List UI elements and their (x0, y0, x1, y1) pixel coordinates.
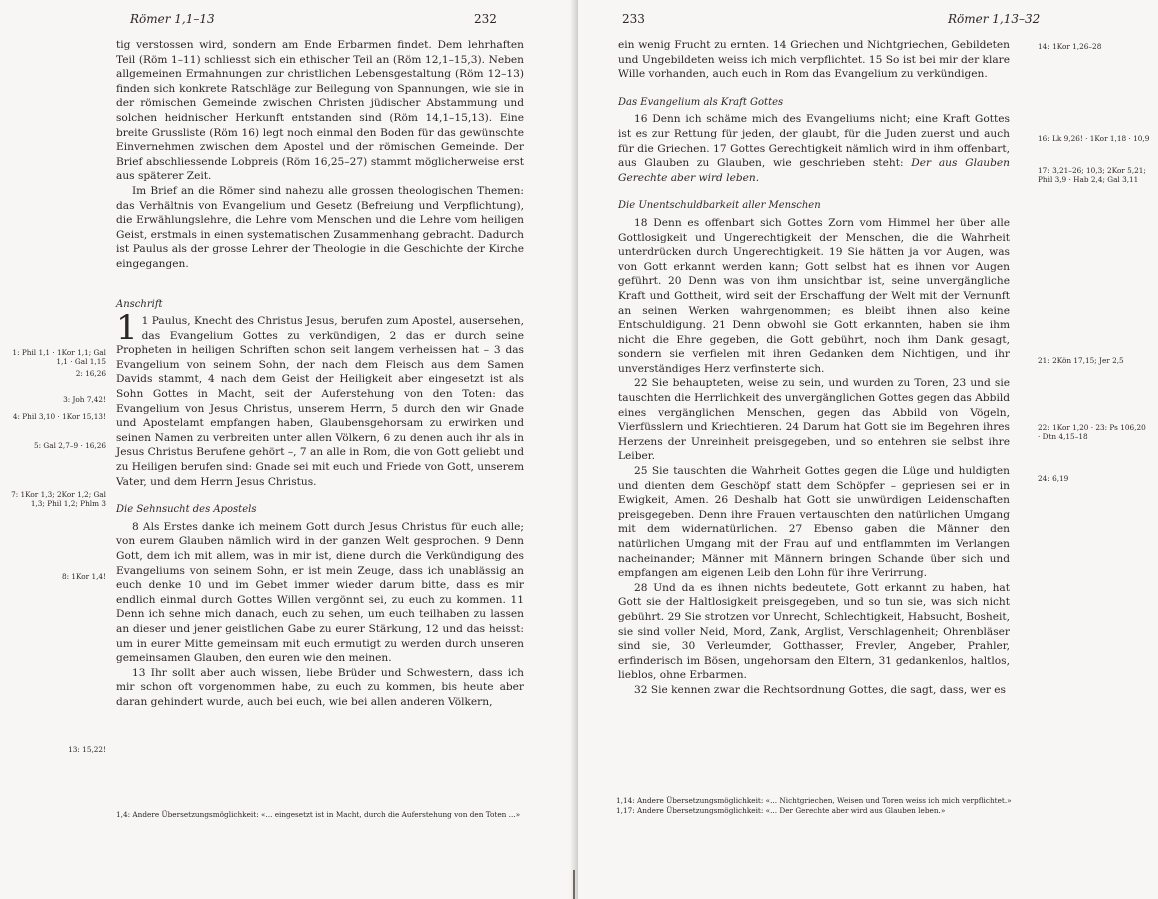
scripture-quote: Der aus Glauben Gerechte aber wird leben. (618, 157, 1010, 184)
running-head-right: Römer 1,13–32 (948, 12, 1041, 26)
unentschuldbarkeit-paragraph: 32 Sie kennen zwar die Rechtsordnung Gottes, die sagt, dass, wer es (634, 683, 1006, 696)
footnote: 1,17: Andere Übersetzungsmöglichkeit: «... Der Gerechte aber wird aus Glauben leben.» (616, 805, 946, 815)
unentschuldbarkeit-paragraph: 18 Denn es offenbart sich Gottes Zorn vom Himmel her über alle Gottlosigkeit und Ungerechtigkeit der Menschen, die die Wahrheit unterdrücken durch Ungerechtigkeit. 19 Sie hätten ja vor Augen, was von Gott erkannt werden kann; Gott selbst hat es ihnen vor Augen geführt. 20 Denn was von ihm unsichtbar ist, seine unvergängliche Kraft und Gottheit, wird seit der Erschaffung der Welt mit der Vernunft an seinen Werken wahrgenommen; es bleibt ihnen also keine Entschuldigung. 21 Denn obwohl sie Gott erkannten, haben sie ihm nicht die Ehre gegeben, die Gott gebührt, noch ihm Dank gesagt, sondern sie verfielen mit ihren Gedanken dem Nichtigen, und ihr unverständiges Herz verfinsterte sich. (618, 216, 1010, 375)
section-heading-anschrift: Anschrift (116, 298, 163, 310)
opening-paragraph: ein wenig Frucht zu ernten. 14 Griechen und Nichtgriechen, Gebildeten und Ungebildeten weiss ich mich verpflichtet. 15 So ist bei mir der klare Wille vorhanden, auch euch in Rom das Evangelium zu verkündigen. (618, 39, 1010, 81)
page-number-left: 232 (474, 12, 497, 26)
evangelium-text: 16 Denn ich schäme mich des Evangeliums nicht; eine Kraft Gottes ist es zur Rettung für jeden, der glaubt, für die Juden zuerst und auch für die Griechen. 17 Gottes Gerechtigkeit nämlich wird in ihm offenbart, aus Glauben zu Glauben, wie geschrieben steht: (618, 113, 1010, 170)
margin-note: 4: Phil 3,10 · 1Kor 15,13! (12, 412, 106, 421)
margin-note: 24: 6,19 (1038, 474, 1069, 483)
section-heading-evangelium: Das Evangelium als Kraft Gottes (618, 96, 784, 108)
footnotes-right (616, 796, 1012, 815)
left-text-column (116, 38, 524, 710)
section-heading-unentschuldbarkeit: Die Unentschuldbarkeit aller Menschen (618, 200, 821, 212)
left-page (0, 0, 576, 899)
running-head-left: Römer 1,1–13 (130, 12, 215, 26)
footnote: 1,14: Andere Übersetzungsmöglichkeit: «... Nichtgriechen, Weisen und Toren weiss ich mich verpflichtet.» (616, 796, 1012, 805)
margin-note: 7: 1Kor 1,3; 2Kor 1,2; Gal 1,3; Phil 1,2; Phlm 3 (11, 490, 106, 508)
right-text-column (618, 38, 1010, 698)
page-crease (573, 870, 575, 899)
sehnsucht-paragraph: 13 Ihr sollt aber auch wissen, liebe Brüder und Schwestern, dass ich mir schon oft vorgenommen habe, zu euch zu kommen, bis heute aber daran gehindert wurde, auch bei euch, wie bei allen anderen Völkern, (116, 666, 524, 708)
section-heading-sehnsucht: Die Sehnsucht des Apostels (116, 504, 257, 516)
intro-paragraph: Im Brief an die Römer sind nahezu alle grossen theologischen Themen: das Verhältnis von Evangelium und Gesetz (Befreiung und Verpflichtung), die Erwählungslehre, die Lehre vom Menschen und die Lehre vom heiligen Geist, erstmals in einen systematischen Zusammenhang gebracht. Dadurch ist Paulus als der grosse Lehrer der Theologie in die Geschichte der Kirche eingegangen. (116, 184, 524, 270)
unentschuldbarkeit-paragraph: 25 Sie tauschten die Wahrheit Gottes gegen die Lüge und huldigten und dienten dem Geschöpf statt dem Schöpfer – gepriesen sei er in Ewigkeit, Amen. 26 Deshalb hat Gott sie unwürdigen Leidenschaften preisgegeben. Denn ihre Frauen vertauschten den natürlichen Umgang mit dem widernatürlichen. 27 Ebenso gaben die Männer den natürlichen Umgang mit der Frau auf und entflammten im Verlangen nacheinander; Männer mit Männern bringen Schande über sich und empfangen am eigenen Leib den Lohn für ihre Verirrung. (618, 465, 1010, 580)
anschrift-paragraph (116, 308, 524, 489)
margin-note: 17: 3,21–26; 10,3; 2Kor 5,21; Phil 3,9 · Hab 2,4; Gal 3,11 (1038, 166, 1146, 184)
unentschuldbarkeit-paragraph: 22 Sie behaupteten, weise zu sein, und wurden zu Toren, 23 und sie tauschten die Herrlichkeit des unvergänglichen Gottes gegen das Abbild eines vergänglichen Menschen, gegen das Abbild von Vögeln, Vierfüsslern und Kriechtieren. 24 Darum hat Gott sie im Begehren ihres Herzens der Unreinheit preisgegeben, und so entehren sie selbst ihre Leiber. (618, 377, 1010, 463)
margin-note: 3: Joh 7,42! (63, 395, 106, 404)
margin-note: 1: Phil 1,1 · 1Kor 1,1; Gal 1,1 · Gal 1,15 (12, 348, 106, 366)
page-number-right: 233 (622, 12, 645, 26)
unentschuldbarkeit-paragraph: 28 Und da es ihnen nichts bedeutete, Gott erkannt zu haben, hat Gott sie der Haltlosigkeit preisgegeben, und so tun sie, was sich nicht gebührt. 29 Sie strotzen vor Unrecht, Schlechtigkeit, Habsucht, Bosheit, sie sind voller Neid, Mord, Zank, Arglist, Verschlagenheit; Ohrenbläser sind sie, 30 Verleumder, Gotthasser, Frevler, Angeber, Prahler, erfinderisch im Bösen, ungehorsam den Eltern, 31 gedankenlos, haltlos, lieblos, ohne Erbarmen. (618, 581, 1010, 682)
margin-note: 5: Gal 2,7–9 · 16,26 (34, 441, 106, 450)
sehnsucht-paragraph: 8 Als Erstes danke ich meinem Gott durch Jesus Christus für euch alle; von eurem Glauben nämlich wird in der ganzen Welt gesprochen. 9 Denn Gott, dem ich mit allem, was in mir ist, diene durch die Verkündigung des Evangeliums von seinem Sohn, er ist mein Zeuge, dass ich unablässig an euch denke 10 und im Gebet immer wieder darum bitte, dass es mir endlich einmal durch Gottes Willen vergönnt sei, zu euch zu kommen. 11 Denn ich sehne mich danach, euch zu sehen, um euch teilhaben zu lassen an dieser und jener geistlichen Gabe zu eurer Stärkung, 12 und das heisst: um in eurer Mitte gemeinsam mit euch ermutigt zu werden durch unseren gemeinsamen Glauben, den euren wie den meinen. (116, 520, 524, 665)
evangelium-paragraph (618, 112, 1010, 185)
anschrift-text: 1 Paulus, Knecht des Christus Jesus, berufen zum Apostel, ausersehen, das Evangelium Gottes zu verkündigen, 2 das er durch seine Propheten in heiligen Schriften schon seit langem verheissen hat – 3 das Evangelium von seinem Sohn, der nach dem Fleisch aus dem Samen Davids stammt, 4 nach dem Geist der Heiligkeit aber eingesetzt ist als Sohn Gottes in Macht, seit der Auferstehung von den Toten: das Evangelium von Jesus Christus, unserem Herrn, 5 durch den wir Gnade und Apostelamt empfangen haben, Glaubensgehorsam zu erwirken und seinen Namen zu verbreiten unter allen Völkern, 6 zu denen auch ihr als in Jesus Christus Berufene gehört –, 7 an alle in Rom, die von Gott geliebt und zu Heiligen berufen sind: Gnade sei mit euch und Friede von Gott, unserem Vater, und dem Herrn Jesus Christus. (116, 315, 524, 488)
margin-note: 16: Lk 9,26! · 1Kor 1,18 · 10,9 (1038, 134, 1150, 143)
footnotes-left (116, 810, 526, 820)
margin-note: 14: 1Kor 1,26–28 (1038, 42, 1102, 51)
right-page (578, 0, 1158, 899)
margin-note: 21: 2Kön 17,15; Jer 2,5 (1038, 356, 1124, 365)
footnote: 1,4: Andere Übersetzungsmöglichkeit: «... eingesetzt ist in Macht, durch die Auferstehung von den Toten ...» (116, 810, 521, 819)
margin-note: 13: 15,22! (68, 745, 106, 754)
intro-paragraph: tig verstossen wird, sondern am Ende Erbarmen findet. Dem lehrhaften Teil (Röm 1–11) schliesst sich ein ethischer Teil an (Röm 12,1–15,3). Neben allgemeinen Ermahnungen zur christlichen Lebensgestaltung (Röm 12–13) finden sich konkrete Ratschläge zur Beilegung von Spannungen, wie sie in der römischen Gemeinde zwischen Christen jüdischer Abstammung und solchen heidnischer Herkunft entstanden sind (Röm 14,1–15,13). Eine breite Grussliste (Röm 16) legt noch einmal den Boden für das gewünschte Einvernehmen zwischen dem Apostel und der römischen Gemeinde. Der Brief abschliessende Lobpreis (Röm 16,25–27) stammt möglicherweise erst aus späterer Zeit. (116, 39, 524, 183)
margin-note: 8: 1Kor 1,4! (61, 572, 106, 581)
margin-note: 2: 16,26 (75, 369, 106, 378)
margin-note: 22: 1Kor 1,20 · 23: Ps 106,20 · Dtn 4,15–18 (1038, 423, 1146, 441)
chapter-number: 1 (116, 308, 138, 349)
